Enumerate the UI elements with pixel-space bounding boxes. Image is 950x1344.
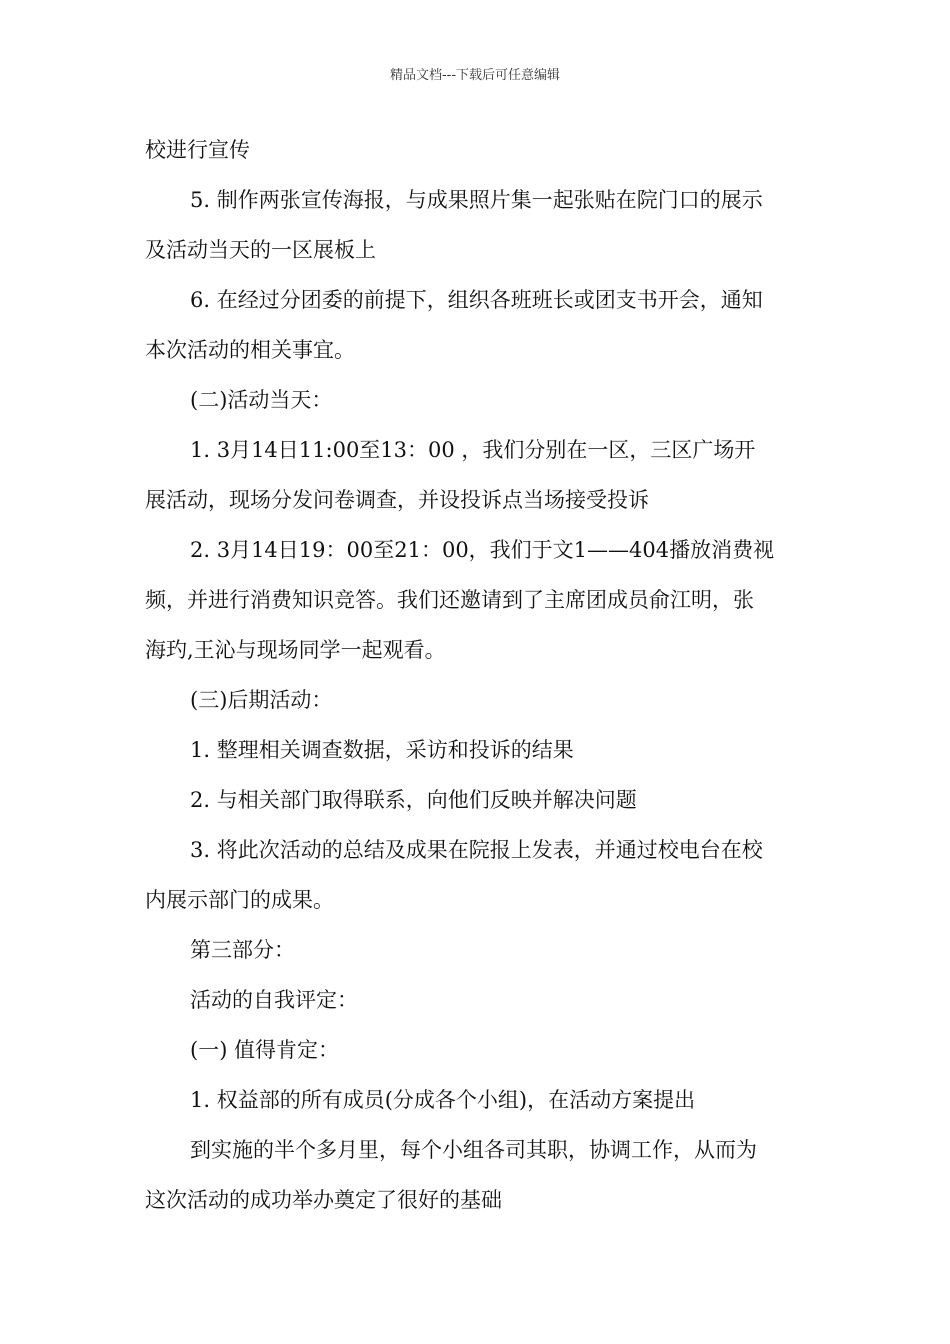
- text-line: 这次活动的成功举办奠定了很好的基础: [145, 1188, 502, 1212]
- text-line: 及活动当天的一区展板上: [145, 238, 376, 262]
- text-line: 5. 制作两张宣传海报，与成果照片集一起张贴在院门口的展示: [190, 188, 763, 212]
- text-line: 活动的自我评定：: [190, 988, 358, 1012]
- page-header-watermark: 精品文档---下载后可任意编辑: [389, 68, 561, 83]
- text-line: 展活动，现场分发问卷调查，并设投诉点当场接受投诉: [145, 488, 649, 512]
- text-line: 2. 与相关部门取得联系，向他们反映并解决问题: [190, 788, 637, 812]
- text-line: 内展示部门的成果。: [145, 888, 334, 912]
- text-line: 到实施的半个多月里，每个小组各司其职，协调工作，从而为: [190, 1138, 757, 1162]
- text-line: 1. 3月14日11:00至13：00 ，我们分别在一区，三区广场开: [190, 438, 756, 462]
- text-line: 本次活动的相关事宜。: [145, 338, 355, 362]
- text-line: 3. 将此次活动的总结及成果在院报上发表，并通过校电台在校: [190, 838, 763, 862]
- text-line: 2. 3月14日19：00至21：00，我们于文1——404播放消费视: [190, 538, 775, 562]
- text-line: 频，并进行消费知识竞答。我们还邀请到了主席团成员俞江明，张: [145, 588, 754, 612]
- section-heading: (三)后期活动：: [190, 688, 333, 712]
- section-heading: 第三部分：: [190, 938, 295, 962]
- text-line: 1. 权益部的所有成员(分成各个小组)，在活动方案提出: [190, 1088, 696, 1112]
- text-line: 海玓,王沁与现场同学一起观看。: [145, 638, 446, 662]
- text-line: 1. 整理相关调查数据，采访和投诉的结果: [190, 738, 574, 762]
- text-line: 校进行宣传: [145, 138, 250, 162]
- section-heading: (一) 值得肯定：: [190, 1038, 340, 1062]
- section-heading: (二)活动当天：: [190, 388, 333, 412]
- text-line: 6. 在经过分团委的前提下，组织各班班长或团支书开会，通知: [190, 288, 763, 312]
